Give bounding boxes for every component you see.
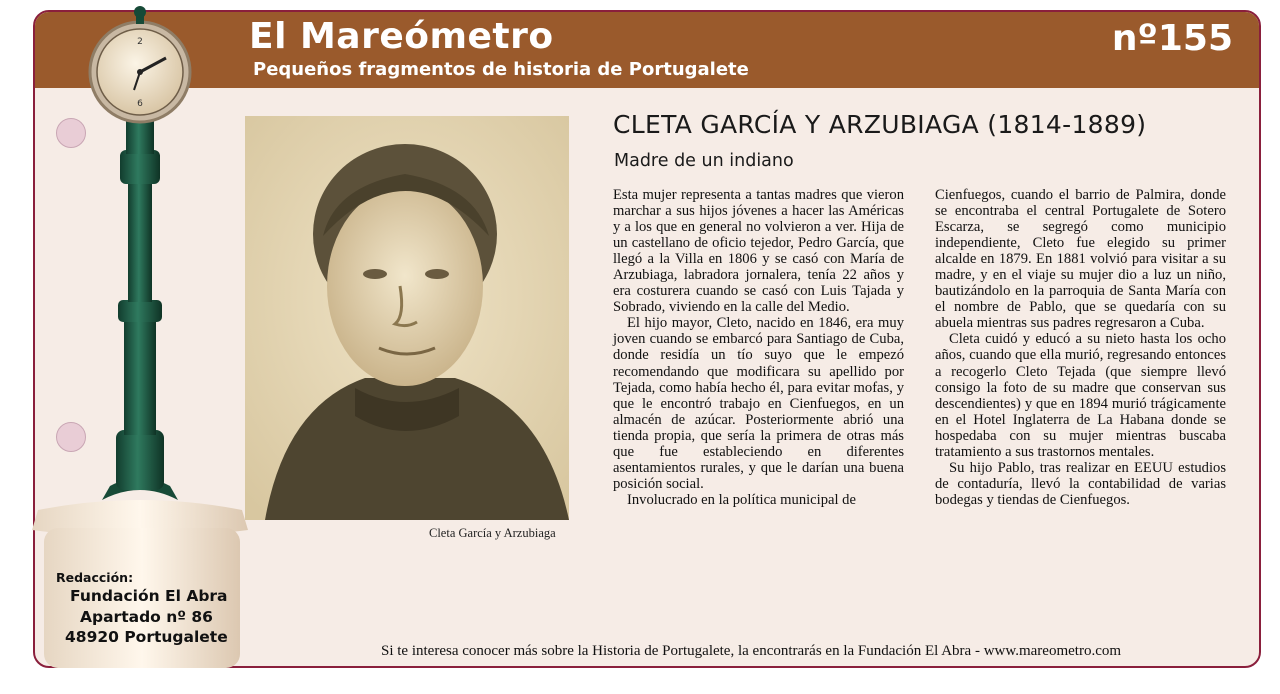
issue-number: nº155 [1111, 18, 1233, 59]
paragraph: Cienfuegos, cuando el barrio de Palmira, donde se encontraba el central Portugalete de Sotero Escarza, se segregó como municipio independiente, Cleto fue elegido su primer alcalde en 1879. En 1881 volvió para visitar a su madre, y en el viaje su mujer dio a luz un niño, bautizándolo en la parroquia de Santa María con el nombre de Pablo, que se quedaría con su abuela mientras sus padres regresaron a Cuba. [935, 187, 1226, 332]
svg-text:2: 2 [137, 37, 143, 47]
svg-text:6: 6 [137, 99, 143, 109]
article-subtitle: Madre de un indiano [614, 151, 794, 171]
article-column-2 [935, 187, 1226, 508]
article-title: CLETA GARCÍA Y ARZUBIAGA (1814-1889) [613, 110, 1147, 139]
redaccion-city: 48920 Portugalete [65, 628, 228, 646]
photo-caption: Cleta García y Arzubiaga [429, 526, 556, 540]
portrait-photo [245, 116, 569, 520]
paragraph: Cleta cuidó y educó a su nieto hasta los ocho años, cuando que ella murió, regresando entonces a recogerlo Cleto Tejada (que siempre llevó consigo la foto de su madre que conservan sus descendientes) y que en 1894 murió trágicamente en el Hotel Inglaterra de La Habana donde se hospedaba con su mujer mientras buscaba tratamiento a sus trastornos mentales. [935, 331, 1226, 460]
redaccion-org: Fundación El Abra [70, 587, 228, 605]
paragraph: Involucrado en la política municipal de [627, 491, 856, 508]
paragraph: Esta mujer representa a tantas madres que vieron marchar a sus hijos jóvenes a hacer las Américas y a los que en general no volvieron a ver. Hija de un castellano de oficio tejedor, Pedro García, que llegó a la Villa en 1806 y se casó con María de Arzubiaga, labradora jornalera, tenía 22 años y era costurera cuando se casó con Luis Tajada y Sobrado, viviendo en la calle del Medio. [613, 187, 904, 316]
redaccion-address: Apartado nº 86 [80, 608, 213, 626]
paragraph: El hijo mayor, Cleto, nacido en 1846, era muy joven cuando se embarcó para Santiago de Cuba, donde residía un tío suyo que le empezó recomendando que modificara su apellido por Tejada, como había hecho él, para evitar mofas, y que le encontró trabajo en Cienfuegos, en un almacén de azúcar. Posteriormente abrió una tienda propia, que sería la primera de otras más que fue estableciendo en diferentes asentamientos rurales, y que le darían una buena posición social. [613, 315, 904, 492]
article-column-1 [613, 187, 904, 508]
publication-subtitle: Pequeños fragmentos de historia de Portugalete [253, 59, 749, 80]
footer-note: Si te interesa conocer más sobre la Historia de Portugalete, la encontrarás en la Fundación El Abra - www.mareometro.com [381, 643, 1122, 659]
publication-title: El Mareómetro [249, 16, 554, 57]
paragraph: Su hijo Pablo, tras realizar en EEUU estudios de contaduría, llevó la contabilidad de varias bodegas y tiendas de Cienfuegos. [935, 459, 1226, 508]
redaccion-label: Redacción: [56, 570, 134, 585]
